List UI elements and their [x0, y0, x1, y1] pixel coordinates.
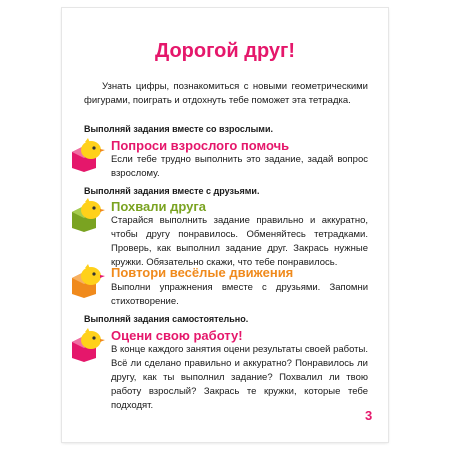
subheading-praise-friend: Похвали друга	[111, 199, 206, 214]
chick-on-pink-cube-icon	[70, 138, 110, 172]
subheading-ask-adult: Попроси взрослого помочь	[111, 138, 290, 153]
page-number: 3	[365, 408, 373, 423]
section-text-rate-work: В конце каждого занятия оцени результаты своей работы. Всё ли сделано правильно и аккуратно? Понравилось ли другу, как ты выполнил задание? Похвалил ли твою работу взрослый? Закрась те кружки, которые тебе подходят.	[111, 344, 368, 411]
chick-on-orange-cube-icon	[70, 264, 110, 298]
chick-on-pink-cube-icon	[70, 328, 110, 362]
chick-on-green-cube-icon	[70, 198, 110, 232]
section-heading-self: Выполняй задания самостоятельно.	[84, 314, 249, 324]
section-text-fun-moves: Выполни упражнения вместе с друзьями. Запомни стихотворение.	[111, 282, 368, 307]
page-title: Дорогой друг!	[154, 40, 296, 62]
section-text-ask-adult: Если тебе трудно выполнить это задание, задай вопрос взрослому.	[111, 154, 368, 179]
intro-paragraph: Узнать цифры, познакомиться с новыми геометрическими фигурами, поиграть и отдохнуть тебе поможет эта тетрадка.	[84, 81, 368, 106]
section-heading-adults: Выполняй задания вместе со взрослыми.	[84, 124, 273, 134]
section-heading-friends: Выполняй задания вместе с друзьями.	[84, 186, 260, 196]
subheading-fun-moves: Повтори весёлые движения	[111, 265, 294, 280]
subheading-rate-work: Оцени свою работу!	[111, 328, 243, 343]
section-text-praise-friend: Старайся выполнить задание правильно и аккуратно, чтобы другу понравилось. Обменяйтесь тетрадками. Проверь, как выполнил задание друг. Закрась нужные кружки. Обязательно скажи, что тебе понравилось.	[111, 215, 368, 268]
